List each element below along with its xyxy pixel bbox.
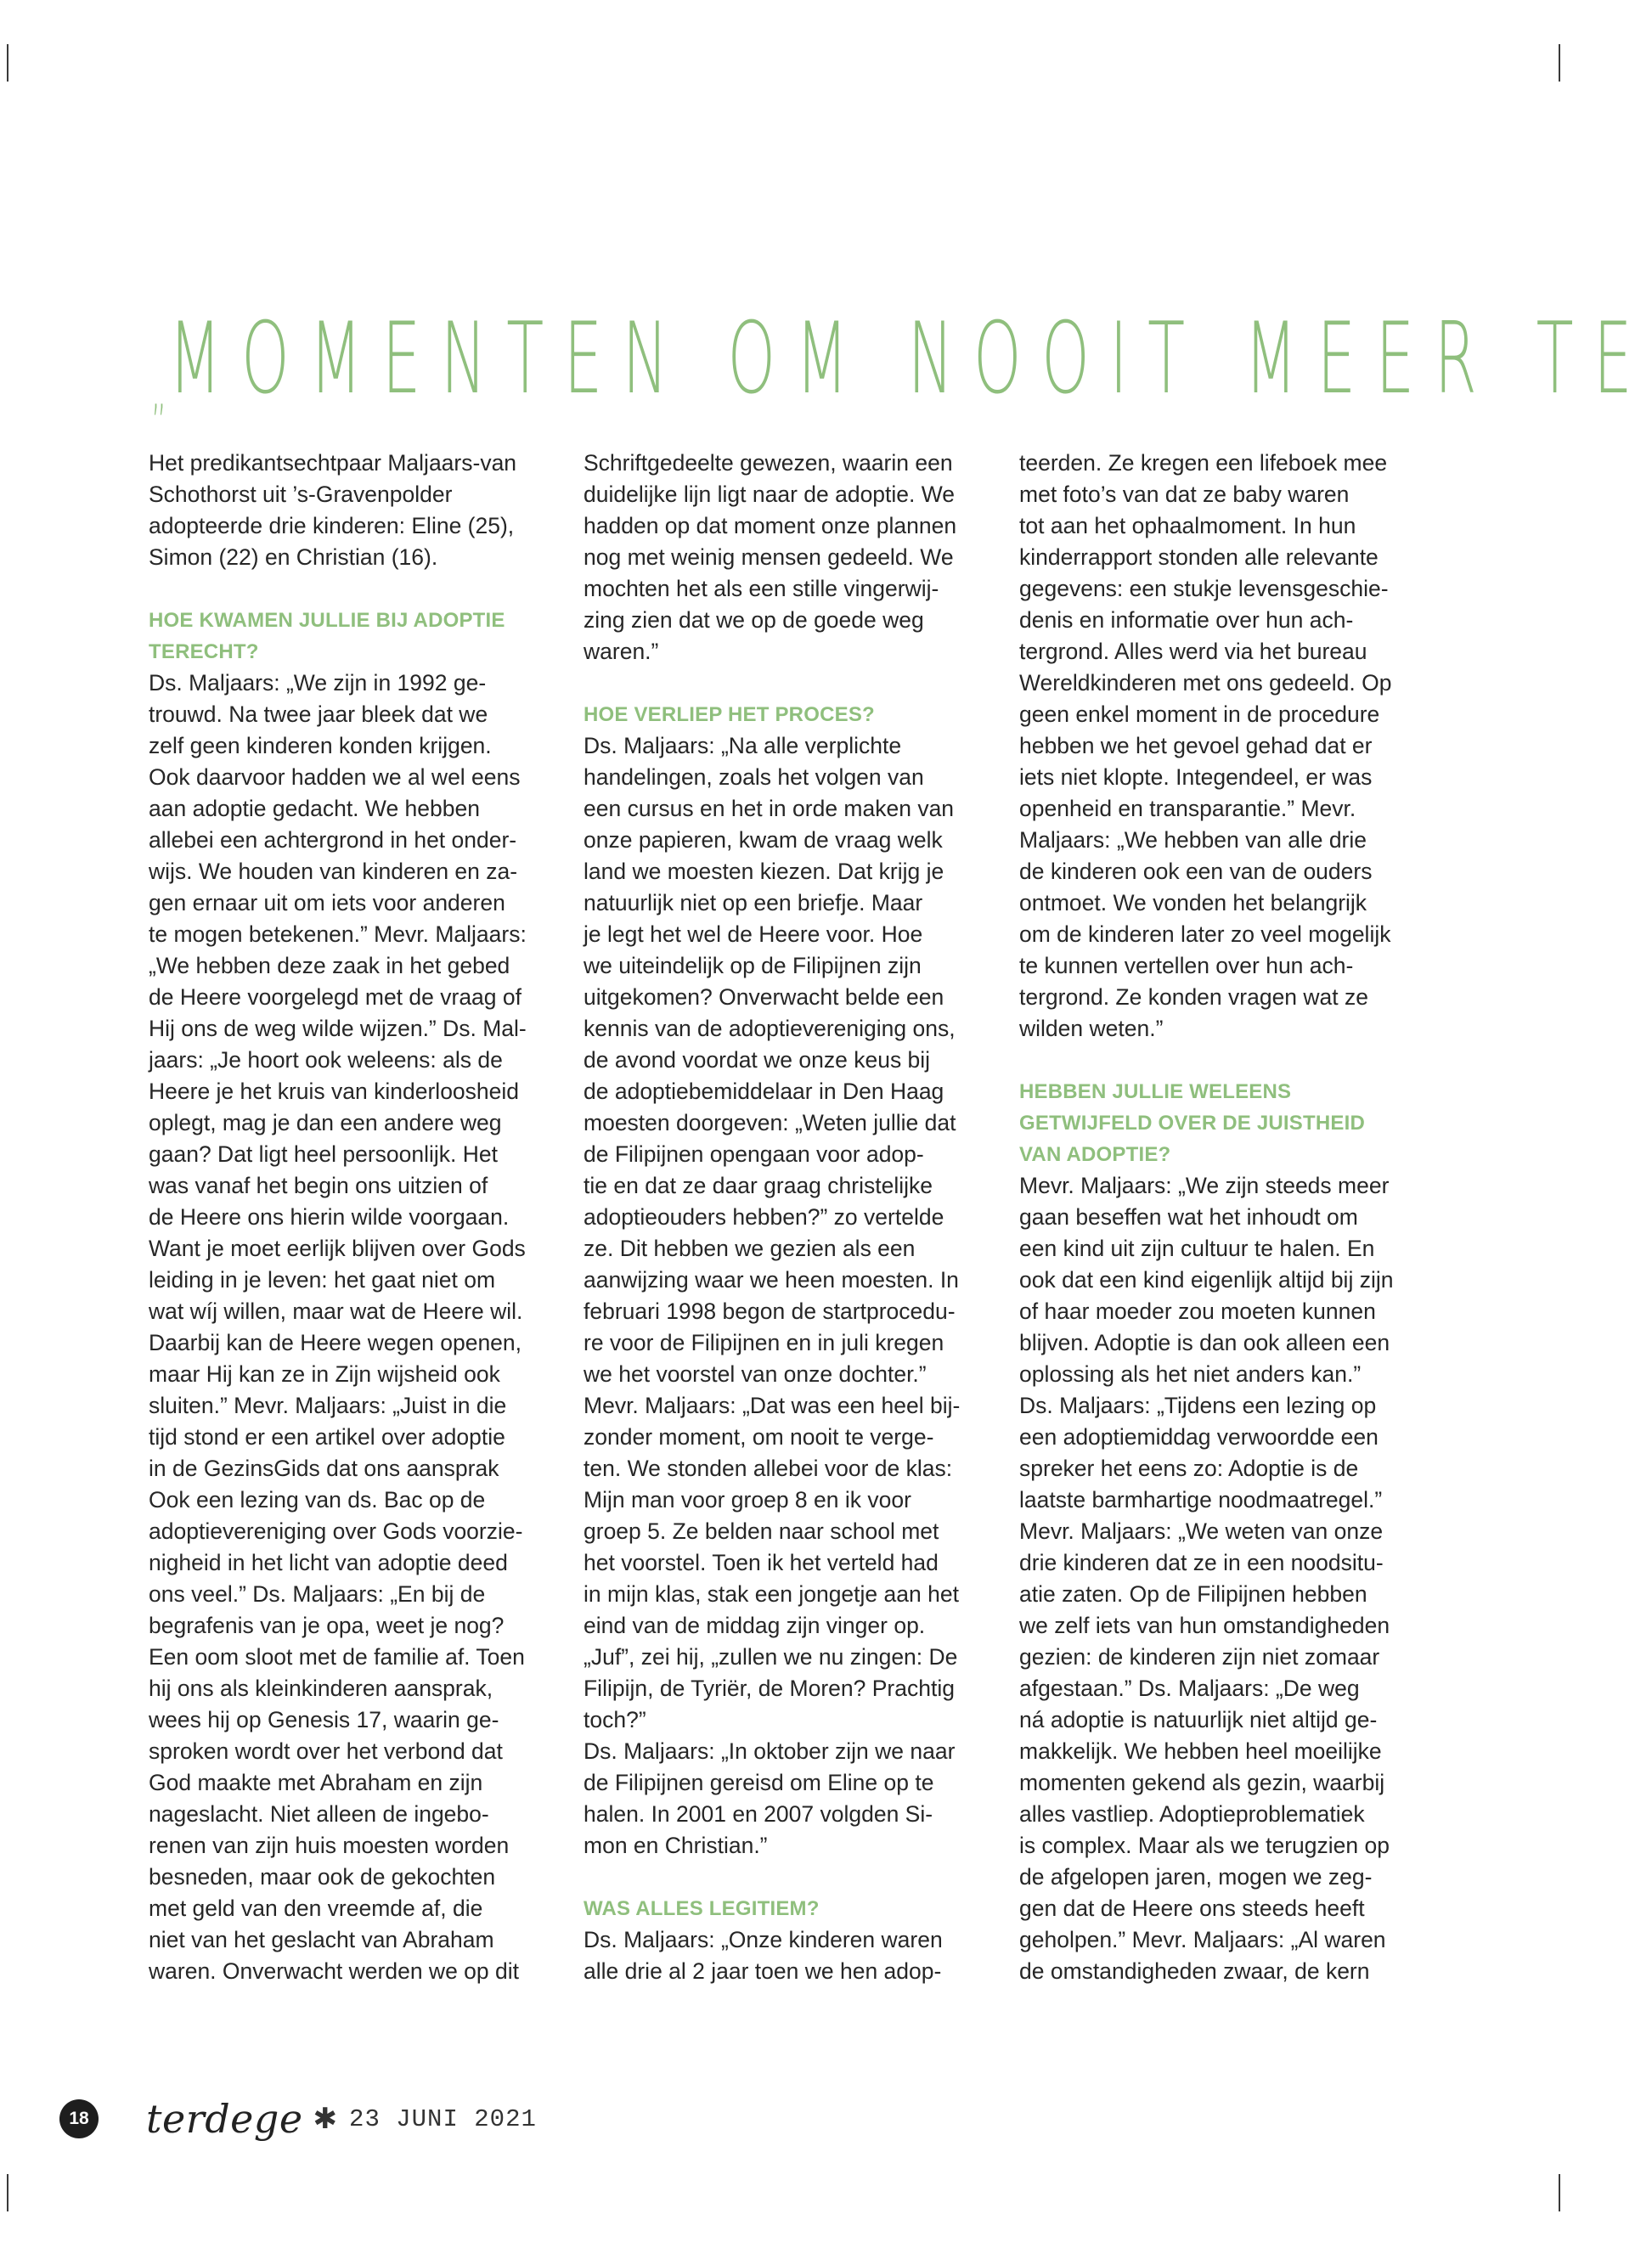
text-line: zonder moment, om nooit te verge-	[584, 1424, 934, 1450]
text-line: in mijn klas, stak een jongetje aan het	[584, 1581, 959, 1607]
title-quote-mark: „	[151, 366, 169, 421]
text-line: gegevens: een stukje levensgeschie-	[1019, 576, 1389, 601]
text-line: blijven. Adoptie is dan ook alleen een	[1019, 1330, 1390, 1355]
text-line: we het voorstel van onze dochter.”	[584, 1361, 927, 1387]
paragraph	[1019, 1170, 1427, 1987]
text-line: je legt het wel de Heere voor. Hoe	[584, 921, 923, 947]
text-line: mochten het als een stille vingerwij-	[584, 576, 939, 601]
section-heading	[584, 699, 991, 730]
text-line: openheid en transparantie.” Mevr.	[1019, 796, 1356, 821]
text-line: sluiten.” Mevr. Maljaars: „Juist in die	[149, 1393, 507, 1418]
text-line: zing zien dat we op de goede weg	[584, 607, 924, 633]
section-heading	[149, 605, 556, 668]
text-line: te mogen betekenen.” Mevr. Maljaars:	[149, 921, 527, 947]
text-line: spreker het eens zo: Adoptie is de	[1019, 1456, 1359, 1481]
text-line: moesten doorgeven: „Weten jullie dat	[584, 1110, 956, 1135]
text-line: Wereldkinderen met ons gedeeld. Op	[1019, 670, 1392, 696]
paragraph-gap	[149, 573, 556, 605]
text-line: februari 1998 begon de startprocedu-	[584, 1299, 956, 1324]
text-line: halen. In 2001 en 2007 volgden Si-	[584, 1801, 933, 1827]
text-line: zelf geen kinderen konden krijgen.	[149, 733, 492, 758]
text-line: de avond voordat we onze keus bij	[584, 1047, 931, 1073]
text-line: aanwijzing waar we heen moesten. In	[584, 1267, 959, 1293]
text-line: oplegt, mag je dan een andere weg	[149, 1110, 502, 1135]
heading-line: GETWIJFELD OVER DE JUISTHEID	[1019, 1112, 1365, 1135]
text-line: alle drie al 2 jaar toen we hen adop-	[584, 1958, 942, 1984]
text-line: laatste barmhartige noodmaatregel.”	[1019, 1487, 1383, 1513]
paragraph-gap	[584, 668, 991, 699]
text-line: Simon (22) en Christian (16).	[149, 544, 438, 570]
text-line: tie en dat ze daar graag christelijke	[584, 1173, 933, 1198]
text-line: Schriftgedeelte gewezen, waarin een	[584, 450, 953, 476]
text-line: ze. Dit hebben we gezien als een	[584, 1236, 916, 1261]
text-line: ons veel.” Ds. Maljaars: „En bij de	[149, 1581, 486, 1607]
text-line: kinderrapport stonden alle relevante	[1019, 544, 1379, 570]
section-heading	[1019, 1076, 1427, 1170]
crop-mark-top-right	[1559, 44, 1560, 82]
text-line: denis en informatie over hun ach-	[1019, 607, 1354, 633]
text-line: leiding in je leven: het gaat niet om	[149, 1267, 496, 1293]
text-line: renen van zijn huis moesten worden	[149, 1833, 510, 1858]
text-line: gen dat de Heere ons steeds heeft	[1019, 1896, 1365, 1921]
text-line: adopteerde drie kinderen: Eline (25),	[149, 513, 515, 538]
text-line: Mevr. Maljaars: „Dat was een heel bij-	[584, 1393, 961, 1418]
page-footer	[59, 2093, 537, 2144]
text-line: aan adoptie gedacht. We hebben	[149, 796, 480, 821]
paragraph	[584, 1924, 991, 1987]
title-text: MOMENTEN OM NOOIT MEER TE	[168, 301, 1652, 416]
heading-line: WAS ALLES LEGITIEM?	[584, 1897, 820, 1920]
text-line: Een oom sloot met de familie af. Toen	[149, 1644, 525, 1670]
text-line: het voorstel. Toen ik het verteld had	[584, 1550, 939, 1575]
paragraph	[584, 448, 991, 668]
text-line: afgestaan.” Ds. Maljaars: „De weg	[1019, 1676, 1360, 1701]
text-line: handelingen, zoals het volgen van	[584, 764, 924, 790]
crop-mark-top-left	[7, 44, 8, 82]
text-line: ná adoptie is natuurlijk niet altijd ge-	[1019, 1707, 1378, 1732]
text-line: om de kinderen later zo veel mogelijk	[1019, 921, 1391, 947]
text-line: Daarbij kan de Heere wegen openen,	[149, 1330, 522, 1355]
text-line: gaan? Dat ligt heel persoonlijk. Het	[149, 1141, 498, 1167]
text-line: hadden op dat moment onze plannen	[584, 513, 957, 538]
text-line: adoptieouders hebben?” zo vertelde	[584, 1204, 944, 1230]
text-line: „Juf”, zei hij, „zullen we nu zingen: De	[584, 1644, 958, 1670]
text-line: Mevr. Maljaars: „We zijn steeds meer	[1019, 1173, 1390, 1198]
text-line: besneden, maar ook de gekochten	[149, 1864, 496, 1890]
text-line: land we moesten kiezen. Dat krijg je	[584, 859, 944, 884]
text-line: iets niet klopte. Integendeel, er was	[1019, 764, 1373, 790]
paragraph	[149, 668, 556, 1987]
text-line: teerden. Ze kregen een lifeboek mee	[1019, 450, 1388, 476]
article-column-3	[1019, 448, 1427, 1987]
text-line: hij ons als kleinkinderen aansprak,	[149, 1676, 493, 1701]
text-line: met foto’s van dat ze baby waren	[1019, 482, 1350, 507]
text-line: wijs. We houden van kinderen en za-	[149, 859, 518, 884]
text-line: „We hebben deze zaak in het gebed	[149, 953, 510, 978]
text-line: nageslacht. Niet alleen de ingebo-	[149, 1801, 489, 1827]
text-line: tergrond. Ze konden vragen wat ze	[1019, 984, 1368, 1010]
text-line: de Filipijnen gereisd om Eline op te	[584, 1770, 934, 1795]
text-line: we zelf iets van hun omstandigheden	[1019, 1613, 1390, 1638]
paragraph-gap	[584, 1862, 991, 1893]
heading-line: VAN ADOPTIE?	[1019, 1143, 1171, 1166]
page-number-badge: 18	[59, 2099, 99, 2138]
text-line: is complex. Maar als we terugzien op	[1019, 1833, 1390, 1858]
text-line: God maakte met Abraham en zijn	[149, 1770, 483, 1795]
text-line: we uiteindelijk op de Filipijnen zijn	[584, 953, 922, 978]
text-line: ook dat een kind eigenlijk altijd bij zijn	[1019, 1267, 1394, 1293]
text-line: allebei een achtergrond in het onder-	[149, 827, 517, 853]
text-line: tot aan het ophaalmoment. In hun	[1019, 513, 1356, 538]
text-line: wees hij op Genesis 17, waarin ge-	[149, 1707, 499, 1732]
text-line: natuurlijk niet op een briefje. Maar	[584, 890, 923, 915]
text-line: een cursus en het in orde maken van	[584, 796, 955, 821]
section-heading	[584, 1893, 991, 1924]
text-line: was vanaf het begin ons uitzien of	[149, 1173, 488, 1198]
text-line: drie kinderen dat ze in een noodsitu-	[1019, 1550, 1384, 1575]
text-line: ontmoet. We vonden het belangrijk	[1019, 890, 1367, 915]
text-line: geholpen.” Mevr. Maljaars: „Al waren	[1019, 1927, 1386, 1952]
text-line: re voor de Filipijnen en in juli kregen	[584, 1330, 944, 1355]
text-line: Mijn man voor groep 8 en ik voor	[584, 1487, 911, 1513]
heading-line: HOE KWAMEN JULLIE BIJ ADOPTIE	[149, 609, 505, 632]
text-line: ten. We stonden allebei voor de klas:	[584, 1456, 953, 1481]
crop-mark-bottom-left	[7, 2174, 8, 2211]
text-line: tergrond. Alles werd via het bureau	[1019, 639, 1367, 664]
text-line: geen enkel moment in de procedure	[1019, 701, 1380, 727]
text-line: waren.”	[584, 639, 659, 664]
text-line: Ds. Maljaars: „Tijdens een lezing op	[1019, 1393, 1377, 1418]
text-line: alles vastliep. Adoptieproblematiek	[1019, 1801, 1365, 1827]
article-title	[151, 301, 1652, 421]
text-line: Ds. Maljaars: „Onze kinderen waren	[584, 1927, 943, 1952]
text-line: de Heere voorgelegd met de vraag of	[149, 984, 522, 1010]
text-line: een kind uit zijn cultuur te halen. En	[1019, 1236, 1375, 1261]
text-line: Filipijn, de Tyriër, de Moren? Prachtig	[584, 1676, 955, 1701]
text-line: gezien: de kinderen zijn niet zomaar	[1019, 1644, 1380, 1670]
text-line: Schothorst uit ’s-Gravenpolder	[149, 482, 453, 507]
text-line: gaan beseffen wat het inhoudt om	[1019, 1204, 1358, 1230]
text-line: Ds. Maljaars: „We zijn in 1992 ge-	[149, 670, 487, 696]
text-line: Ook een lezing van ds. Bac op de	[149, 1487, 486, 1513]
text-line: sproken wordt over het verbond dat	[149, 1738, 503, 1764]
paragraph	[149, 448, 556, 573]
text-line: uitgekomen? Onverwacht belde een	[584, 984, 944, 1010]
text-line: wilden weten.”	[1019, 1016, 1164, 1041]
text-line: kennis van de adoptievereniging ons,	[584, 1016, 956, 1041]
text-line: gen ernaar uit om iets voor anderen	[149, 890, 505, 915]
crop-mark-bottom-right	[1559, 2174, 1560, 2211]
text-line: de afgelopen jaren, mogen we zeg-	[1019, 1864, 1373, 1890]
text-line: of haar moeder zou moeten kunnen	[1019, 1299, 1376, 1324]
text-line: Ds. Maljaars: „In oktober zijn we naar	[584, 1738, 956, 1764]
text-line: eind van de middag zijn vinger op.	[584, 1613, 926, 1638]
text-line: Ds. Maljaars: „Na alle verplichte	[584, 733, 902, 758]
text-line: niet van het geslacht van Abraham	[149, 1927, 494, 1952]
heading-line: HOE VERLIEP HET PROCES?	[584, 703, 875, 726]
text-line: adoptievereniging over Gods voorzie-	[149, 1518, 523, 1544]
text-line: trouwd. Na twee jaar bleek dat we	[149, 701, 488, 727]
text-line: mon en Christian.”	[584, 1833, 768, 1858]
heading-line: HEBBEN JULLIE WELEENS	[1019, 1080, 1292, 1103]
article-column-1	[149, 448, 556, 1987]
text-line: nigheid in het licht van adoptie deed	[149, 1550, 508, 1575]
text-line: Het predikantsechtpaar Maljaars-van	[149, 450, 517, 476]
text-line: met geld van den vreemde af, die	[149, 1896, 483, 1921]
paragraph	[584, 730, 991, 1862]
text-line: Hij ons de weg wilde wijzen.” Ds. Mal-	[149, 1016, 527, 1041]
text-line: een adoptiemiddag verwoordde een	[1019, 1424, 1379, 1450]
text-line: te kunnen vertellen over hun ach-	[1019, 953, 1354, 978]
text-line: de adoptiebemiddelaar in Den Haag	[584, 1079, 944, 1104]
text-line: Want je moet eerlijk blijven over Gods	[149, 1236, 526, 1261]
text-line: Maljaars: „We hebben van alle drie	[1019, 827, 1367, 853]
text-line: maar Hij kan ze in Zijn wijsheid ook	[149, 1361, 500, 1387]
text-line: hebben we het gevoel gehad dat er	[1019, 733, 1373, 758]
text-line: de Filipijnen opengaan voor adop-	[584, 1141, 924, 1167]
text-line: Heere je het kruis van kinderloosheid	[149, 1079, 520, 1104]
paragraph-gap	[1019, 1045, 1427, 1076]
text-line: in de GezinsGids dat ons aansprak	[149, 1456, 499, 1481]
article-column-2	[584, 448, 991, 1987]
text-line: duidelijke lijn ligt naar de adoptie. We	[584, 482, 956, 507]
text-line: Ook daarvoor hadden we al wel eens	[149, 764, 521, 790]
text-line: Mevr. Maljaars: „We weten van onze	[1019, 1518, 1384, 1544]
text-line: begrafenis van je opa, weet je nog?	[149, 1613, 505, 1638]
heading-line: TERECHT?	[149, 640, 259, 663]
paragraph	[1019, 448, 1427, 1045]
text-line: makkelijk. We hebben heel moeilijke	[1019, 1738, 1382, 1764]
asterisk-separator-icon: ✱	[313, 2103, 338, 2135]
text-line: momenten gekend als gezin, waarbij	[1019, 1770, 1385, 1795]
text-line: oplossing als het niet anders kan.”	[1019, 1361, 1362, 1387]
text-line: wat wíj willen, maar wat de Heere wil.	[149, 1299, 523, 1324]
brand-logo: terdege	[146, 2096, 303, 2142]
issue-date: 23 JUNI 2021	[349, 2104, 537, 2133]
text-line: de Heere ons hierin wilde voorgaan.	[149, 1204, 510, 1230]
text-line: de kinderen ook een van de ouders	[1019, 859, 1373, 884]
text-line: jaars: „Je hoort ook weleens: als de	[149, 1047, 503, 1073]
text-line: tijd stond er een artikel over adoptie	[149, 1424, 505, 1450]
text-line: waren. Onverwacht werden we op dit	[149, 1958, 519, 1984]
text-line: toch?”	[584, 1707, 646, 1732]
text-line: nog met weinig mensen gedeeld. We	[584, 544, 954, 570]
text-line: atie zaten. Op de Filipijnen hebben	[1019, 1581, 1367, 1607]
text-line: groep 5. Ze belden naar school met	[584, 1518, 939, 1544]
text-line: de omstandigheden zwaar, de kern	[1019, 1958, 1370, 1984]
text-line: onze papieren, kwam de vraag welk	[584, 827, 943, 853]
